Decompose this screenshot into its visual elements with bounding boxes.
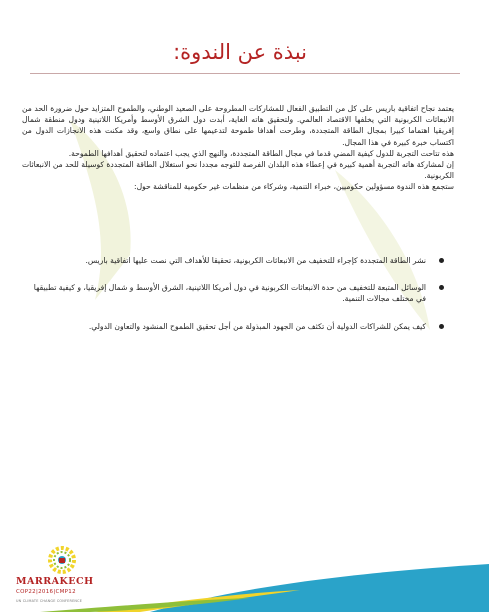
list-item-text: الوسائل المتبعة للتخفيف من حدة الانبعاثات الكربونية في دول أمريكا اللاتينية، الشرق الأوسط و شمال إفريقيا، و كيفية تطبيقها في مختلف مجالات التنمية. <box>33 283 426 304</box>
paragraph: هذه تتاحت التجربة للدول كيفية المضي قدما في مجال الطاقة المتجددة، والنهج الذي يجب اعتماده لتحقيق أهدافها الطموحة. <box>68 148 454 158</box>
logo-brand-text: MARRAKECH <box>16 576 94 587</box>
bullet-icon <box>439 285 444 290</box>
list-item <box>30 255 450 266</box>
sun-emblem-icon <box>42 545 82 575</box>
list-item <box>30 321 450 332</box>
list-item-text: كيف يمكن للشراكات الدولية أن تكثف من الجهود المبذولة من أجل تحقيق الطموح المنشود والتعاون الدولي. <box>88 321 426 331</box>
paragraph: إن لمشاركة هاته التجربة أهمية كبيرة في إعطاء هذه البلدان الفرصة للتوجه مجددا نحو استغلال الطاقة المتجددة كوسيلة للحد من الانبعاثات الكربونية. <box>22 160 454 181</box>
bullet-icon <box>439 324 444 329</box>
list-item-text: نشر الطاقة المتجددة كإجراء للتخفيف من الانبعاثات الكربونية، تحقيقا للأهداف التي نصت عليها اتفاقية باريس. <box>85 256 426 265</box>
cop22-logo <box>8 545 120 612</box>
logo-subtitle: UN CLIMATE CHANGE CONFERENCE <box>16 599 83 603</box>
title-divider <box>30 73 460 74</box>
list-item <box>30 282 450 304</box>
paragraph: ستجمع هذه الندوة مسؤولين حكوميين، خبراء التنمية، وشركاء من منظمات غير حكومية للمناقشة حول: <box>134 182 454 192</box>
discussion-topics-list <box>30 255 450 348</box>
paragraph: يعتمد نجاح اتفاقية باريس على كل من التطبيق الفعال للمشاركات المطروحة على الصعيد الوطني، والطموح المتزايد حول ضرورة الحد من الانبعاثات الكربونية التي يخلفها الاقتصاد العالمي. ولتحقيق هاته الغاية، أبدت دول الشرق الأوسط وأمريكا اللاتينية ودول منطقة شمال إفريقيا اهتماما كبيرا بمجال الطاقة المتجددة، وطرحت أهدافا طموحة لتدعيمها على نطاق واسع، وقد مكنت هذه الانجازات الدول من اكتساب خبرة كبيرة في هذا المجال. <box>22 104 454 147</box>
intro-text <box>22 103 454 193</box>
logo-cop-text: COP22|2016|CMP12 <box>16 589 76 595</box>
bullet-icon <box>439 258 444 263</box>
page-title: نبذة عن الندوة: <box>173 40 307 64</box>
